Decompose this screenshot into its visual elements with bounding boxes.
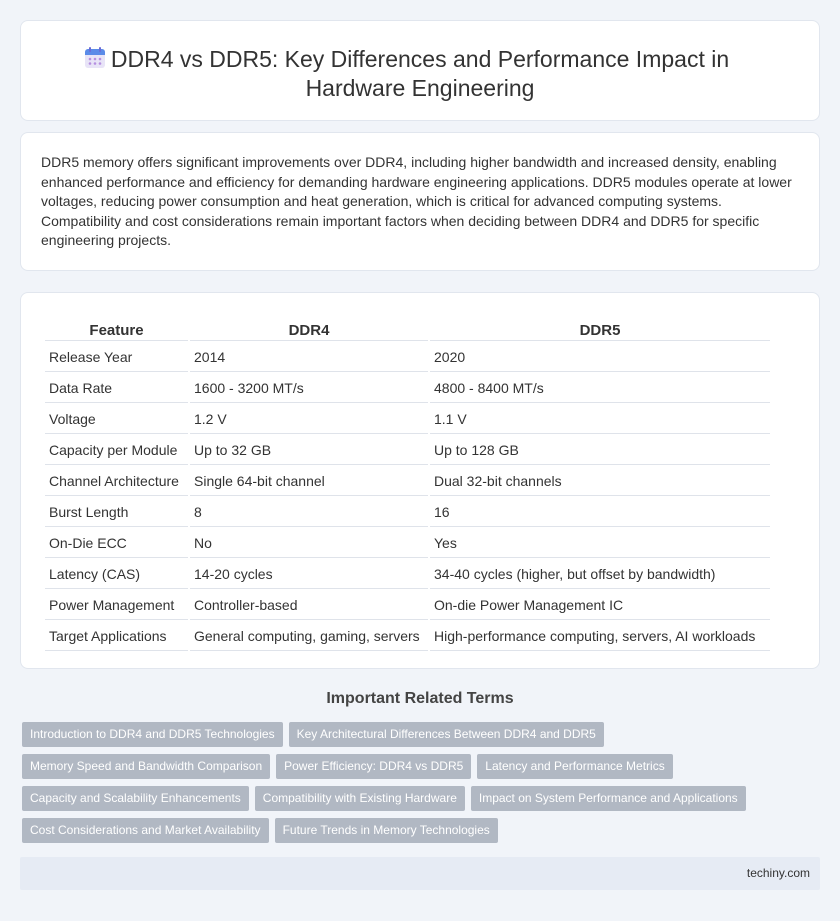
feature-cell: Data Rate <box>45 374 188 403</box>
related-term-tag[interactable]: Cost Considerations and Market Availability <box>22 818 269 843</box>
related-term-tag[interactable]: Key Architectural Differences Between DDR4 and DDR5 <box>289 722 604 747</box>
feature-cell: Release Year <box>45 343 188 372</box>
ddr5-cell: 4800 - 8400 MT/s <box>430 374 770 403</box>
header-feature: Feature <box>45 317 188 341</box>
table-row <box>45 343 770 372</box>
ddr4-cell: Single 64-bit channel <box>190 467 428 496</box>
related-term-tag[interactable]: Power Efficiency: DDR4 vs DDR5 <box>276 754 471 779</box>
ddr5-cell: High-performance computing, servers, AI workloads <box>430 622 770 651</box>
ddr5-cell: Dual 32-bit channels <box>430 467 770 496</box>
ddr4-cell: 1600 - 3200 MT/s <box>190 374 428 403</box>
related-term-tag[interactable]: Memory Speed and Bandwidth Comparison <box>22 754 270 779</box>
intro-paragraph: DDR5 memory offers significant improvements over DDR4, including higher bandwidth and increased density, enabling enhanced performance and efficiency for demanding hardware engineering applications. DDR5 modules operate at lower voltages, reducing power consumption and heat generation, which is critical for advanced computing systems. Compatibility and cost considerations remain important factors when deciding between DDR4 and DDR5 for specific engineering projects. <box>41 154 792 248</box>
feature-cell: Capacity per Module <box>45 436 188 465</box>
table-row <box>45 436 770 465</box>
table-header-row <box>45 317 770 341</box>
footer-site-link[interactable]: techiny.com <box>746 866 810 880</box>
intro-card <box>20 132 820 271</box>
feature-cell: Channel Architecture <box>45 467 188 496</box>
ddr5-cell: 2020 <box>430 343 770 372</box>
feature-cell: Power Management <box>45 591 188 620</box>
related-terms-title: Important Related Terms <box>326 690 514 707</box>
table-row <box>45 405 770 434</box>
table-row <box>45 560 770 589</box>
ddr5-cell: 16 <box>430 498 770 527</box>
feature-cell: Latency (CAS) <box>45 560 188 589</box>
feature-cell: Burst Length <box>45 498 188 527</box>
ddr5-cell: 1.1 V <box>430 405 770 434</box>
ddr4-cell: 8 <box>190 498 428 527</box>
ddr4-cell: 1.2 V <box>190 405 428 434</box>
ddr4-cell: Controller-based <box>190 591 428 620</box>
ddr5-cell: Yes <box>430 529 770 558</box>
ddr4-cell: General computing, gaming, servers <box>190 622 428 651</box>
related-term-tag[interactable]: Latency and Performance Metrics <box>477 754 672 779</box>
ddr5-cell: Up to 128 GB <box>430 436 770 465</box>
header-ddr4: DDR4 <box>190 317 428 341</box>
ddr4-cell: No <box>190 529 428 558</box>
related-term-tag[interactable]: Future Trends in Memory Technologies <box>275 818 498 843</box>
related-term-tag[interactable]: Impact on System Performance and Applications <box>471 786 746 811</box>
header-card <box>20 20 820 121</box>
ddr4-cell: 2014 <box>190 343 428 372</box>
ddr4-cell: Up to 32 GB <box>190 436 428 465</box>
feature-cell: Voltage <box>45 405 188 434</box>
comparison-card <box>20 292 820 669</box>
table-row <box>45 498 770 527</box>
ddr4-cell: 14-20 cycles <box>190 560 428 589</box>
related-term-tag[interactable]: Capacity and Scalability Enhancements <box>22 786 249 811</box>
table-row <box>45 622 770 651</box>
table-row <box>45 591 770 620</box>
related-term-tag[interactable]: Compatibility with Existing Hardware <box>255 786 465 811</box>
feature-cell: On-Die ECC <box>45 529 188 558</box>
page-title: DDR4 vs DDR5: Key Differences and Performance Impact in Hardware Engineering <box>110 46 730 101</box>
table-row <box>45 529 770 558</box>
ddr5-cell: 34-40 cycles (higher, but offset by bandwidth) <box>430 560 770 589</box>
feature-cell: Target Applications <box>45 622 188 651</box>
related-term-tag[interactable]: Introduction to DDR4 and DDR5 Technologies <box>22 722 283 747</box>
comparison-table <box>43 315 772 653</box>
header-ddr5: DDR5 <box>430 317 770 341</box>
related-terms-list <box>22 722 782 850</box>
ddr5-cell: On-die Power Management IC <box>430 591 770 620</box>
footer-bar <box>20 857 820 890</box>
table-row <box>45 467 770 496</box>
table-row <box>45 374 770 403</box>
